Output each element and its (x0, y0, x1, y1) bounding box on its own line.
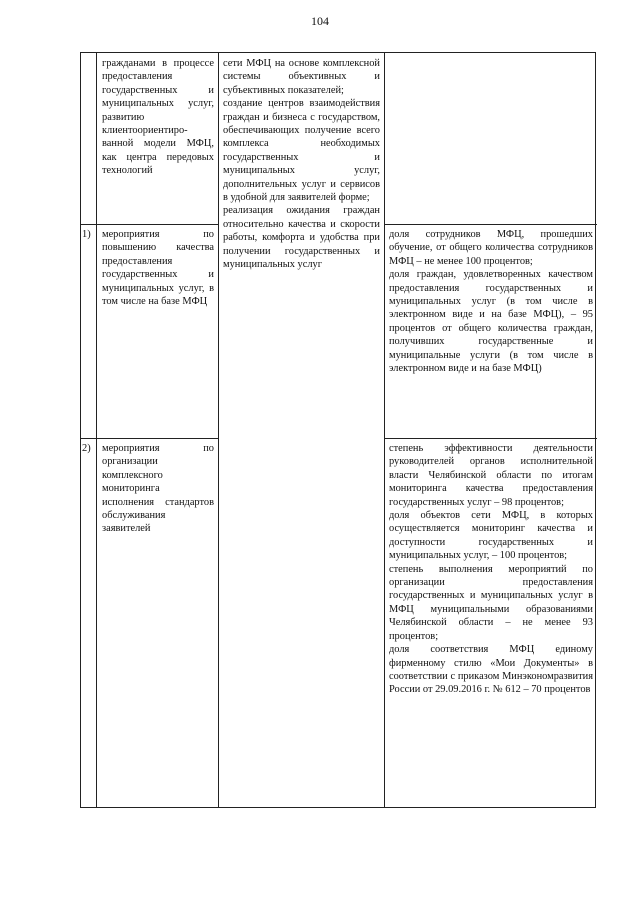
row-divider (81, 438, 218, 439)
event-cell: мероприятия по организации комплексного мониторинга исполнения стандартов обслуживания заявителей (102, 443, 214, 535)
column-divider (218, 53, 219, 807)
description-cell: сети МФЦ на основе комплексной системы объективных и субъективных показателей; создание центров взаимодействия граждан и бизнеса с государством, обеспечивающих получение всего комплекса необходимых государственных и муниципальных услуг, дополнительных услуг и сервисов в удобной для заявителей форме; реализация ожидания граждан относительно качества и скорости работы, комфорта и удобства при получении государственных и муниципальных услуг (223, 58, 380, 271)
row-number: 1) (82, 229, 91, 240)
event-cell: гражданами в процессе предоставления государственных и муниципальных услуг, развитию клиентоориентиро-ванной модели МФЦ, как центра передовых технологий (102, 58, 214, 177)
indicator-cell: степень эффективности деятельности руководителей органов исполнительной власти Челябинской области по итогам мониторинга качества предоставления государственных услуг – 98 процентов; доля объектов сети МФЦ, в которых осуществляется мониторинг качества и доступности государственных и муниципальных услуг, – 100 процентов; степень выполнения мероприятий по организации предоставления государственных и муниципальных услуг в МФЦ муниципальными образованиями Челябинской области – не менее 93 процентов; доля соответствия МФЦ единому фирменному стилю «Мои Документы» в соответствии с приказом Минэкономразвития России от 29.09.2016 г. № 612 – 70 процентов (389, 443, 593, 696)
row-number: 2) (82, 443, 91, 454)
indicator-cell: доля сотрудников МФЦ, прошедших обучение, от общего количества сотрудников МФЦ – не менее 100 процентов; доля граждан, удовлетворенных качеством предоставления государственных и муниципальных услуг (в том числе в электронном виде и на базе МФЦ), – 95 процентов от общего количества граждан, получивших государственные и муниципальные услуги (в том числе в электронном виде и на базе МФЦ) (389, 229, 593, 375)
results-table (80, 52, 596, 808)
row-divider (81, 224, 218, 225)
row-divider (384, 224, 597, 225)
event-cell: мероприятия по повышению качества предоставления государственных и муниципальных услуг, в том числе на базе МФЦ (102, 229, 214, 308)
page-number: 104 (311, 14, 329, 28)
column-divider (96, 53, 97, 807)
column-divider (384, 53, 385, 807)
row-divider (384, 438, 597, 439)
